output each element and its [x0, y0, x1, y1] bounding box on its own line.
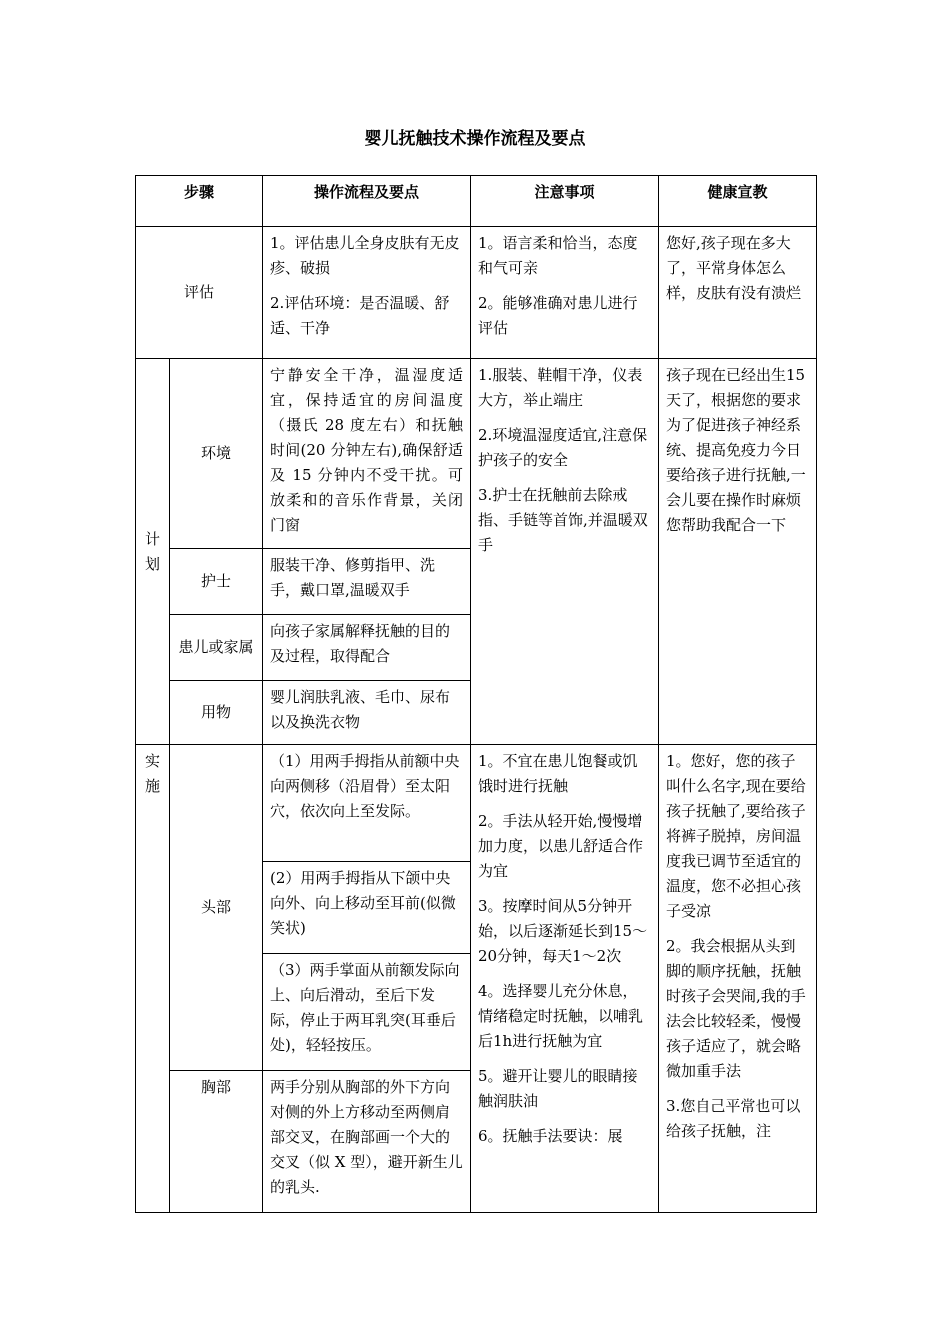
- impl-education-1: 1。您好，您的孩子叫什么名字,现在要给孩子抚触了,要给孩子将裤子脱掉，房间温度我已调节至适宜的温度，您不必担心孩子受凉: [666, 752, 806, 920]
- impl-head-step-2: (2）用两手拇指从下颌中央向外、向上移动至耳前(似微笑状): [263, 862, 471, 954]
- procedure-table: [135, 175, 817, 1213]
- plan-education: [659, 359, 817, 745]
- header-procedure: 操作流程及要点: [263, 176, 471, 227]
- assess-procedure: [263, 227, 471, 359]
- plan-note-1: 1.服装、鞋帽干净，仪表大方，举止端庄: [478, 366, 643, 409]
- plan-patient-label: 患儿或家属: [170, 615, 263, 681]
- impl-note-1: 1。不宜在患儿饱餐或饥饿时进行抚触: [478, 752, 638, 795]
- plan-patient-procedure: 向孩子家属解释抚触的目的及过程，取得配合: [263, 615, 471, 681]
- impl-head-label: 头部: [170, 745, 263, 1071]
- impl-head-step-1: （1）用两手拇指从前额中央向两侧移（沿眉骨）至太阳穴，依次向上至发际。: [263, 745, 471, 862]
- page-title: 婴儿抚触技术操作流程及要点: [364, 129, 586, 149]
- plan-section-label: 计 划: [136, 359, 170, 745]
- plan-nurse-label: 护士: [170, 549, 263, 615]
- assess-education-1: 您好,孩子现在多大了，平常身体怎么样，皮肤有没有溃烂: [666, 234, 802, 302]
- assess-note-2: 2。能够准确对患儿进行评估: [478, 294, 638, 337]
- impl-note-5: 5。避开让婴儿的眼睛接触润肤油: [478, 1067, 638, 1110]
- impl-note-6: 6。抚触手法要诀：展: [478, 1127, 623, 1145]
- assess-procedure-2: 2.评估环境：是否温暖、舒适、干净: [270, 294, 450, 337]
- impl-note-2: 2。手法从轻开始,慢慢增加力度，以患儿舒适合作为宜: [478, 812, 644, 880]
- impl-education: [659, 745, 817, 1213]
- table-row-impl-head-1: [136, 745, 817, 862]
- impl-notes: [471, 745, 659, 1213]
- impl-chest-label: 胸部: [170, 1071, 263, 1213]
- assess-notes: [471, 227, 659, 359]
- plan-note-3: 3.护士在抚触前去除戒指、手链等首饰,并温暖双手: [478, 486, 648, 554]
- assess-education: [659, 227, 817, 359]
- table-row-assess: [136, 227, 817, 359]
- impl-education-3: 3.您自己平常也可以给孩子抚触，注: [666, 1097, 801, 1140]
- table-row-plan-environment: [136, 359, 817, 549]
- header-education: 健康宣教: [659, 176, 817, 227]
- impl-head-step-3: （3）两手掌面从前额发际向上、向后滑动，至后下发际，停止于两耳乳突(耳垂后处)，轻轻按压。: [263, 954, 471, 1071]
- plan-supplies-label: 用物: [170, 681, 263, 745]
- assess-note-1: 1。语言柔和恰当，态度和气可亲: [478, 234, 638, 277]
- plan-notes: [471, 359, 659, 745]
- header-notes: 注意事项: [471, 176, 659, 227]
- plan-supplies-procedure: 婴儿润肤乳液、毛巾、尿布以及换洗衣物: [263, 681, 471, 745]
- impl-education-2: 2。我会根据从头到脚的顺序抚触，抚触时孩子会哭闹,我的手法会比较轻柔，慢慢孩子适应了，就会略微加重手法: [666, 937, 806, 1080]
- impl-note-4: 4。选择婴儿充分休息，情绪稳定时抚触，以哺乳后1h进行抚触为宜: [478, 982, 644, 1050]
- plan-nurse-procedure: 服装干净、修剪指甲、洗手，戴口罩,温暖双手: [263, 549, 471, 615]
- header-step: 步骤: [136, 176, 263, 227]
- assess-label: 评估: [136, 227, 263, 359]
- plan-note-2: 2.环境温湿度适宜,注意保护孩子的安全: [478, 426, 648, 469]
- assess-procedure-1: 1。评估患儿全身皮肤有无皮疹、破损: [270, 234, 460, 277]
- impl-chest-procedure: 两手分别从胸部的外下方向对侧的外上方移动至两侧肩部交叉，在胸部画一个大的交叉（似 X 型），避开新生儿的乳头.: [263, 1071, 471, 1213]
- plan-environment-label: 环境: [170, 359, 263, 549]
- plan-education-1: 孩子现在已经出生15天了，根据您的要求为了促进孩子神经系统、提高免疫力今日要给孩子进行抚触,一会儿要在操作时麻烦您帮助我配合一下: [666, 366, 806, 534]
- impl-note-3: 3。按摩时间从5分钟开始，以后逐渐延长到15～20分钟，每天1～2次: [478, 897, 648, 965]
- table-header-row: [136, 176, 817, 227]
- plan-environment-procedure: 宁静安全干净，温湿度适宜，保持适宜的房间温度（摄氏 28 度左右）和抚触时间(20 分钟左右),确保舒适及 15 分钟内不受干扰。可放柔和的音乐作背景，关闭门窗: [263, 359, 471, 549]
- impl-section-label: 实 施: [136, 745, 170, 1213]
